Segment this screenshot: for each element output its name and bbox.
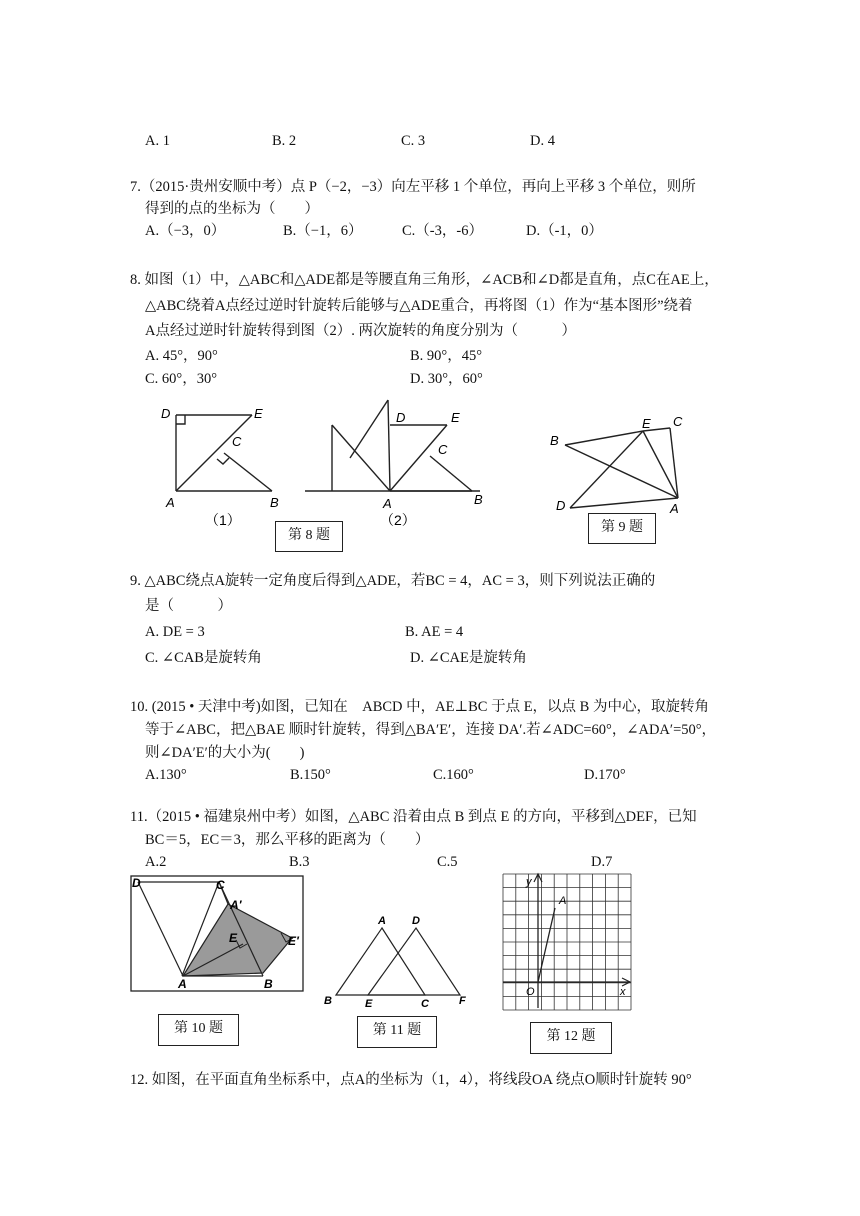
figure-8-1 xyxy=(176,415,272,491)
fig9-label-a: A xyxy=(670,501,679,516)
q10-option-c: C.160° xyxy=(433,767,474,783)
q6-option-d: D. 4 xyxy=(530,133,555,149)
q9-option-b: B. AE = 4 xyxy=(405,624,464,640)
q9-option-c: C. ∠CAB是旋转角 xyxy=(145,650,262,666)
fig1-label-b: B xyxy=(270,495,279,510)
q7-option-c: C.（-3，-6） xyxy=(402,223,483,239)
q8-option-a: A. 45°，90° xyxy=(145,348,218,364)
q8-stem-line1: 8. 如图（1）中，△ABC和△ADE都是等腰直角三角形，∠ACB和∠D都是直角，点C在AE上， xyxy=(130,272,719,288)
q11-option-c: C.5 xyxy=(437,854,458,870)
fig2-label-c: C xyxy=(438,442,448,457)
figure-9 xyxy=(565,428,678,508)
q7-option-d: D.（-1，0） xyxy=(526,223,603,239)
fig2-caption: （2） xyxy=(380,512,416,528)
fig10-label-b: B xyxy=(264,977,273,991)
fig11-label-c: C xyxy=(421,998,429,1010)
caption-figure-11: 第 11 题 xyxy=(357,1016,437,1048)
fig1-caption: （1） xyxy=(205,512,241,528)
caption-figure-10: 第 10 题 xyxy=(158,1014,239,1046)
fig10-label-d: D xyxy=(132,876,141,890)
fig1-label-a: A xyxy=(166,495,175,510)
fig11-label-b: B xyxy=(324,995,332,1007)
q10-option-b: B.150° xyxy=(290,767,331,783)
fig1-label-e: E xyxy=(254,406,263,421)
q6-option-a: A. 1 xyxy=(145,133,170,149)
q7-stem-line2: 得到的点的坐标为（ ） xyxy=(145,201,319,217)
figures-row1 xyxy=(0,398,860,558)
q8-option-c: C. 60°，30° xyxy=(145,371,218,387)
fig12-label-a: A xyxy=(559,895,567,907)
q10-stem-line3: 则∠DA′E′的大小为( ) xyxy=(145,745,305,761)
caption-figure-12: 第 12 题 xyxy=(530,1022,612,1054)
fig1-label-d: D xyxy=(161,406,171,421)
q8-stem-line3: A点经过逆时针旋转得到图（2）. 两次旋转的角度分别为（ ） xyxy=(145,323,576,339)
figure-10 xyxy=(131,876,303,991)
caption-figure-9: 第 9 题 xyxy=(588,513,656,544)
q11-stem-line2: BC＝5，EC＝3，那么平移的距离为（ ） xyxy=(145,832,430,848)
q7-stem-line1: 7.（2015·贵州安顺中考）点 P（−2，−3）向左平移 1 个单位，再向上平移 3 个单位，则所 xyxy=(130,179,696,195)
q10-stem-line1: 10. (2015 • 天津中考)如图，已知在 ABCD 中，AE⊥BC 于点 E，以点 B 为中心，取旋转角 xyxy=(130,699,709,715)
figure-12 xyxy=(503,874,631,1010)
fig1-label-c: C xyxy=(232,434,242,449)
q12-stem-line1: 12. 如图，在平面直角坐标系中，点A的坐标为（1，4），将线段OA 绕点O顺时针旋转 90° xyxy=(130,1072,692,1088)
fig12-label-x: x xyxy=(620,986,626,998)
q9-option-a: A. DE = 3 xyxy=(145,624,205,640)
q8-stem-line2: △ABC绕着A点经过逆时针旋转后能够与△ADE重合，再将图（1）作为“基本图形”绕着 xyxy=(145,298,693,314)
q10-option-d: D.170° xyxy=(584,767,626,783)
fig10-label-a-prime: A′ xyxy=(230,898,242,912)
q11-stem-line1: 11.（2015 • 福建泉州中考）如图，△ABC 沿着由点 B 到点 E 的方向，平移到△DEF，已知 xyxy=(130,809,697,825)
fig10-label-e: E xyxy=(229,931,238,945)
fig12-label-o: O xyxy=(526,986,535,998)
q10-option-a: A.130° xyxy=(145,767,187,783)
q11-option-b: B.3 xyxy=(289,854,310,870)
fig10-label-a: A xyxy=(178,977,187,991)
fig11-label-a: A xyxy=(378,915,386,927)
fig9-label-d: D xyxy=(556,498,566,513)
q11-option-d: D.7 xyxy=(591,854,613,870)
fig2-label-d: D xyxy=(396,410,406,425)
fig11-label-f: F xyxy=(459,995,466,1007)
fig11-label-d: D xyxy=(412,915,420,927)
q9-stem-line1: 9. △ABC绕点A旋转一定角度后得到△ADE，若BC = 4，AC = 3，则下列说法正确的 xyxy=(130,573,656,589)
q9-option-d: D. ∠CAE是旋转角 xyxy=(410,650,527,666)
fig2-label-b: B xyxy=(474,492,483,507)
fig11-label-e: E xyxy=(365,998,373,1010)
fig9-label-c: C xyxy=(673,414,683,429)
q7-option-b: B.（−1，6） xyxy=(283,223,363,239)
q6-option-b: B. 2 xyxy=(272,133,297,149)
fig9-label-b: B xyxy=(550,433,559,448)
q9-stem-line2: 是（ ） xyxy=(145,598,232,614)
fig10-label-c: C xyxy=(216,878,225,892)
q7-option-a: A.（−3，0） xyxy=(145,223,226,239)
q8-option-b: B. 90°，45° xyxy=(410,348,483,364)
fig2-label-e: E xyxy=(451,410,460,425)
q8-option-d: D. 30°，60° xyxy=(410,371,483,387)
fig2-label-a: A xyxy=(383,496,392,511)
figure-11 xyxy=(336,928,460,995)
fig9-label-e: E xyxy=(642,416,651,431)
q11-option-a: A.2 xyxy=(145,854,167,870)
fig10-label-e-prime: E′ xyxy=(288,934,299,948)
q10-stem-line2: 等于∠ABC，把△BAE 顺时针旋转，得到△BA′E′，连接 DA′.若∠ADC=60°，∠ADA′=50°， xyxy=(145,722,717,738)
figures-row2 xyxy=(0,870,860,1020)
fig12-label-y: y xyxy=(526,876,532,888)
caption-figure-8: 第 8 题 xyxy=(275,521,343,552)
q6-option-c: C. 3 xyxy=(401,133,426,149)
